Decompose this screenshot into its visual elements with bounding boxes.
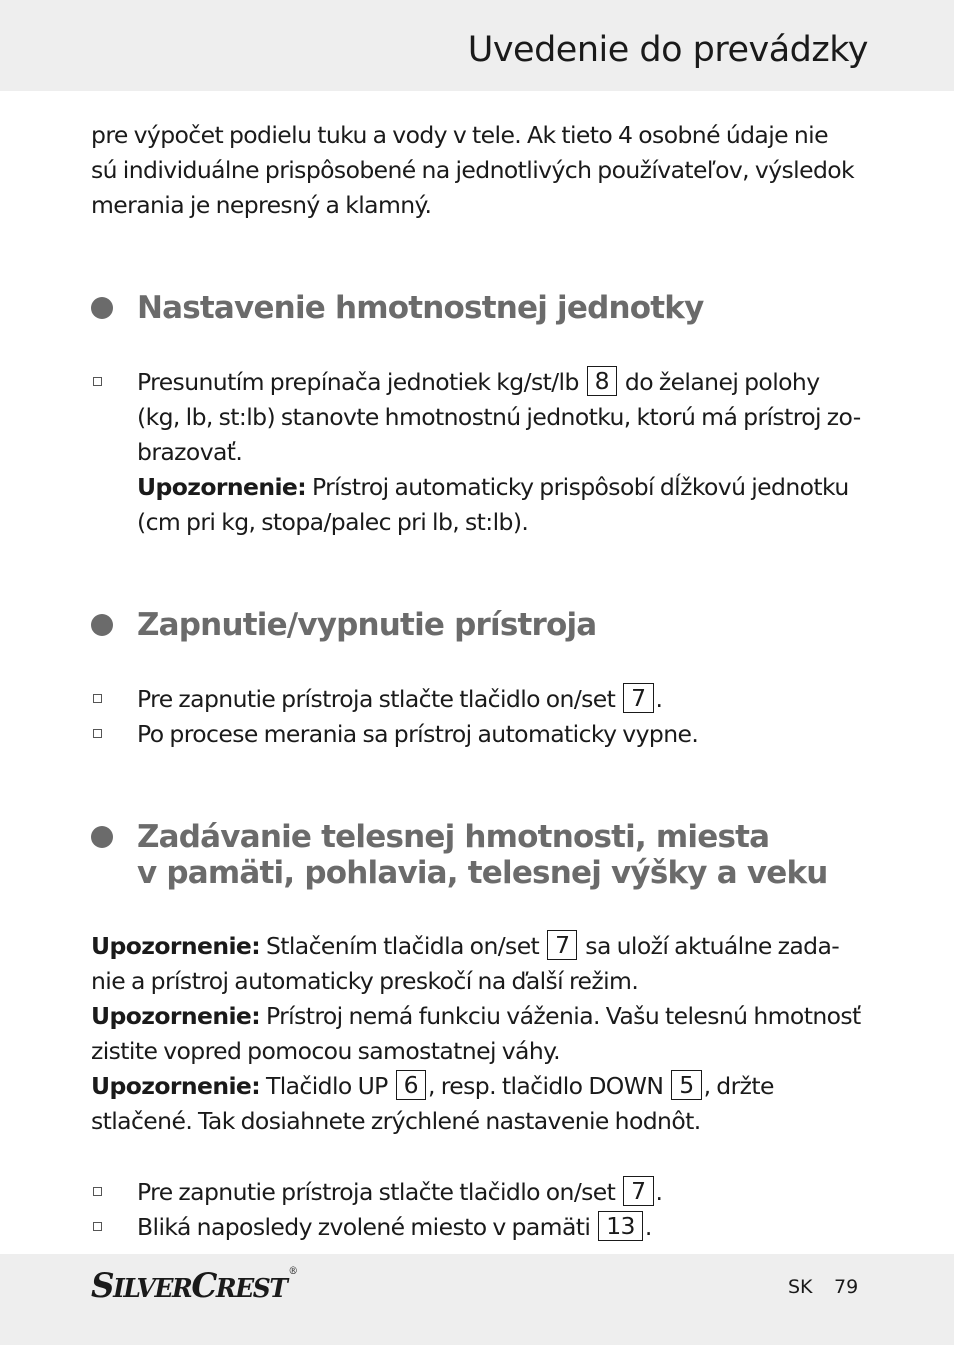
item-text: . — [655, 1178, 663, 1206]
checkbox-bullet-icon — [93, 694, 102, 703]
note-text: (cm pri kg, stopa/palec pri lb, st:lb). — [137, 508, 529, 536]
item-text: Pre zapnutie prístroja stlačte tlačidlo on/set — [137, 1178, 616, 1206]
logo-letters: ILVER — [113, 1274, 192, 1304]
note-label: Upozornenie: — [137, 473, 307, 501]
note-label: Upozornenie: — [91, 1072, 261, 1100]
intro-paragraph — [91, 118, 871, 223]
section-bullet-icon — [91, 826, 113, 848]
reference-number: 7 — [623, 683, 653, 713]
item-text: Pre zapnutie prístroja stlačte tlačidlo on/set — [137, 685, 616, 713]
list-item — [91, 682, 871, 717]
language-code: SK — [788, 1276, 813, 1298]
checkbox-bullet-icon — [93, 1187, 102, 1196]
intro-line: merania je nepresný a klamný. — [91, 191, 432, 219]
list-item — [91, 717, 871, 752]
item-text: . — [655, 685, 663, 713]
note-label: Upozornenie: — [91, 1002, 261, 1030]
list-item — [91, 1210, 871, 1245]
note-text: , resp. tlačidlo DOWN — [427, 1072, 664, 1100]
section-bullet-icon — [91, 614, 113, 636]
logo-letter: S — [91, 1266, 114, 1306]
reference-number: 5 — [671, 1070, 701, 1100]
reference-number: 6 — [396, 1070, 426, 1100]
notes-block — [91, 929, 871, 1139]
brand-logo — [91, 1266, 298, 1306]
note-text: nie a prístroj automaticky preskočí na ďalší režim. — [91, 967, 639, 995]
note-text: Stlačením tlačidla on/set — [265, 932, 540, 960]
item-text: Po procese merania sa prístroj automaticky vypne. — [137, 720, 699, 748]
note-text: sa uloží aktuálne zada- — [585, 932, 840, 960]
note-text: Prístroj automaticky prispôsobí dĺžkovú jednotku — [311, 473, 849, 501]
registered-mark: ® — [288, 1266, 299, 1277]
item-text: . — [644, 1213, 652, 1241]
section-bullet-icon — [91, 297, 113, 319]
item-text: (kg, lb, st:lb) stanovte hmotnostnú jednotku, ktorú má prístroj zo- — [137, 403, 861, 431]
note-text: , držte — [703, 1072, 774, 1100]
checkbox-bullet-icon — [93, 729, 102, 738]
logo-letters: REST — [215, 1274, 287, 1304]
section-heading-text: Zadávanie telesnej hmotnosti, miesta — [137, 819, 770, 855]
intro-line: sú individuálne prispôsobené na jednotlivých používateľov, výsledok — [91, 156, 855, 184]
logo-letter: C — [191, 1266, 216, 1306]
checkbox-bullet-icon — [93, 1222, 102, 1231]
page-title: Uvedenie do prevádzky — [467, 30, 868, 70]
intro-line: pre výpočet podielu tuku a vody v tele. Ak tieto 4 osobné údaje nie — [91, 121, 828, 149]
checkbox-bullet-icon — [93, 377, 102, 386]
section-heading-weight-unit — [91, 290, 871, 326]
section-heading-power — [91, 607, 871, 643]
section-heading-text: Nastavenie hmotnostnej jednotky — [137, 290, 704, 326]
note-text: zistite vopred pomocou samostatnej váhy. — [91, 1037, 560, 1065]
reference-number: 7 — [623, 1176, 653, 1206]
reference-number: 8 — [587, 366, 617, 396]
page-number: 79 — [834, 1276, 859, 1298]
note-text: Tlačidlo UP — [265, 1072, 388, 1100]
list-item — [91, 365, 871, 540]
item-text: Bliká naposledy zvolené miesto v pamäti — [137, 1213, 591, 1241]
item-text: brazovať. — [137, 438, 243, 466]
list-item — [91, 1175, 871, 1210]
item-text: Presunutím prepínača jednotiek kg/st/lb — [137, 368, 579, 396]
section-heading-text: Zapnutie/vypnutie prístroja — [137, 607, 597, 643]
note-text: Prístroj nemá funkciu váženia. Vašu telesnú hmotnosť — [265, 1002, 861, 1030]
reference-number: 13 — [598, 1211, 643, 1241]
note-label: Upozornenie: — [91, 932, 261, 960]
header-band — [0, 0, 954, 91]
section-heading-text: v pamäti, pohlavia, telesnej výšky a veku — [137, 855, 828, 891]
reference-number: 7 — [547, 930, 577, 960]
section-heading-personal-data — [91, 819, 871, 891]
note-text: stlačené. Tak dosiahnete zrýchlené nastavenie hodnôt. — [91, 1107, 701, 1135]
item-text: do želanej polohy — [624, 368, 820, 396]
